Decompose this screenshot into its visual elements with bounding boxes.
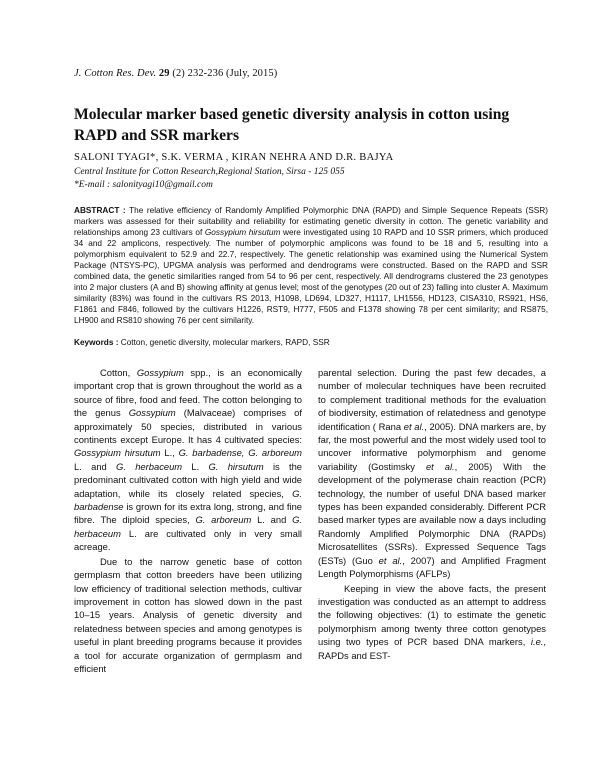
author-list: SALONI TYAGI*, S.K. VERMA , KIRAN NEHRA AND D.R. BAJYA — [74, 152, 394, 163]
text-span: (Malvaceae) comprises of approximately 50 species, distributed in various continents except Europe. It has 4 cultivated species: — [74, 407, 302, 446]
intro-paragraph-2: Due to the narrow genetic base of cotton germplasm that cotton breeders have been utilizing low efficiency of traditional selection methods, cultivar improvement in cotton has slowed down in the past 10–15 years. Analysis of genetic diversity and relatedness between species and among genotypes is useful in plant breeding programs because it provides a tool for accurate organization of germplasm and efficient — [74, 555, 302, 674]
abstract-species: Gossypium hirsutum — [204, 228, 281, 238]
keywords — [74, 338, 548, 347]
text-span: L. and — [74, 460, 117, 472]
intro-paragraph-1 — [74, 366, 302, 554]
text-span: L. and — [251, 514, 293, 526]
italic-span: G. arboreum — [195, 514, 252, 526]
keywords-label: Keywords : — [74, 338, 119, 347]
italic-span: G. barbadense — [74, 487, 302, 513]
italic-span: G. barbadense, G. arboreum — [178, 447, 302, 459]
abstract-text-2: were investigated using 10 RAPD and 10 SSR primers, which produced 34 and 22 amplicons, respectively. The number of polymorphic amplicons was found to be 18 and 5, resulting into a polymorphism equivalent to 52.9 and 22.7, respectively. The genetic relationship was examined using the Numerical System Package (NTSYS-PC), UPGMA analysis was performed and dendrograms were constructed. Based on the RAPD and SSR combined data, the genetic similarities ranged from 54 to 96 per cent, respectively. All dendrograms clustered the 23 genotypes into 2 major clusters (A and B) showing affinity at genus level; most of the genotypes (20 out of 23) falling into cluster A. Maximum similarity (83%) was found in the cultivars RS 2013, H1098, LD694, LD327, H1117, LH1556, HD123, CISA310, RS921, HS6, F1861 and F846, followed by the cultivars H1226, RST9, H777, F505 and F1378 showing 78 per cent similarity; and RS875, LH900 and RS810 showing 76 per cent similarity. — [74, 228, 548, 326]
text-span: is the predominant cultivated cotton with high yield and wide adaptation, while its closely related species, — [74, 460, 303, 499]
text-span: Keeping in view the above facts, the present investigation was conducted as an attempt to address the following objectives: (1) to estimate the genetic polymorphism among twenty three cotton genotypes using two types of PCR based DNA markers, — [318, 582, 546, 648]
italic-span: Gossypium — [136, 367, 184, 378]
text-span: parental selection. During the past few decades, a number of molecular techniques have been recruited to complement traditional methods for the evaluation of biodiversity, estimation of relatedness and genotype identification ( Rana — [318, 367, 546, 432]
contact-email: *E-mail : salonityagi10@gmail.com — [74, 180, 213, 190]
italic-span: Gossypium — [128, 407, 176, 419]
text-span: spp., is an economically important crop that is grown throughout the world as a source of fibre, food and feed. The cotton belonging to the genus — [74, 367, 302, 419]
abstract — [74, 205, 548, 327]
journal-volume: 29 — [158, 68, 170, 79]
text-span: is grown for its extra long, strong, and fine fibre. The diploid species, — [74, 501, 302, 526]
abstract-text-1: The relative efficiency of Randomly Amplified Polymorphic DNA (RAPD) and Simple Sequence Repeats (SSR) markers was assessed for their suitability and reliability for estimating genetic diversity in cotton. The genetic variability and relationships among 23 cultivars of — [74, 206, 548, 238]
keywords-text: Cotton, genetic diversity, molecular markers, RAPD, SSR — [118, 338, 330, 347]
italic-span: i.e. — [530, 636, 544, 648]
text-span: , RAPDs and EST- — [318, 636, 546, 661]
paper-title: Molecular marker based genetic diversity analysis in cotton using RAPD and SSR markers — [74, 106, 510, 144]
body-column-right — [318, 366, 546, 662]
affiliation: Central Institute for Cotton Research,Regional Station, Sirsa - 125 055 — [74, 167, 345, 177]
objectives-paragraph — [318, 582, 546, 662]
journal-details: (2) 232-236 (July, 2015) — [172, 68, 278, 79]
journal-citation — [74, 68, 277, 79]
italic-span: G. herbaceum — [116, 460, 183, 472]
italic-span: Gossypium hirsutum — [74, 447, 161, 459]
body-column-left — [74, 366, 302, 675]
italic-span: G. hirsutum — [208, 460, 264, 472]
abstract-label: ABSTRACT : — [74, 206, 126, 215]
text-span: L. — [182, 460, 209, 472]
text-span: , 2005). DNA markers are, by far, the most powerful and the most widely used tool to uncover informative polymorphism and genome variability (Gostimsky — [318, 420, 546, 472]
italic-span: et al. — [425, 460, 455, 472]
text-span: , 2007) and Amplified Fragment Length Polymorphisms (AFLPs) — [318, 554, 546, 580]
text-span: L., — [160, 447, 179, 459]
italic-span: G. herbaceum — [74, 514, 303, 539]
text-span: , 2005) With the development of the polymerase chain reaction (PCR) technology, the number of useful DNA based marker types has been expanded considerably. Different PCR based marker types are available now a days including Randomly Amplified Polymorphic DNA (RAPDs) Microsatellites (SSRs). Expressed Sequence Tags (ESTs) (Guo — [318, 460, 546, 566]
text-span: L. are cultivated only in very small acreage. — [74, 527, 302, 553]
italic-span: et al. — [403, 420, 425, 432]
italic-span: et al. — [378, 554, 403, 566]
text-span: Cotton, — [100, 367, 137, 378]
journal-name: J. Cotton Res. Dev. — [74, 68, 157, 79]
intro-paragraph-3 — [318, 366, 546, 581]
